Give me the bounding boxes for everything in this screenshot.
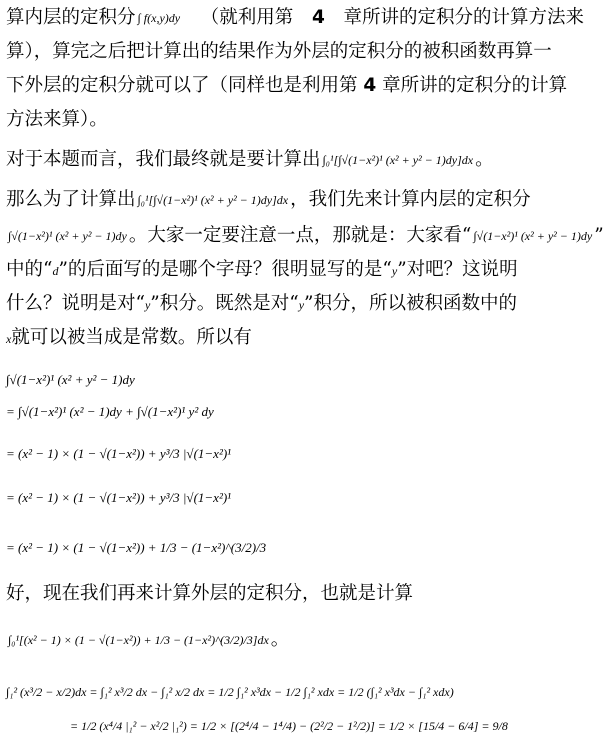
text: 。 [475,149,494,170]
inline-math: x [6,332,12,346]
inline-math: y [144,298,151,312]
final-equation-line: = 1/2 (x⁴/4 |₁² − x²/2 |₁²) = 1/2 × [(2⁴/4 − 1⁴/4) − (2²/2 − 1²/2)] = 1/2 × [15/4 − 6/4] = 9/8 [70,719,508,733]
text: 方法来算）。 [6,109,108,130]
inline-math: y [298,298,305,312]
para3-line4 [6,290,517,318]
para1-line2 [6,38,584,66]
equation-line: = (x² − 1) × (1 − √(1−x²)) + y³/3 |√(1−x²)¹ [6,446,232,461]
text: 章所讲的定积分的计算 [382,75,568,96]
chapter-number: 4 [311,7,325,28]
text: 对于本题而言，我们最终就是要计算出 [6,149,321,170]
inline-math: ∫ f(x,y)dy [137,11,181,25]
text: 。 [270,629,290,650]
inline-math: ∫₀¹[∫√(1−x²)¹ (x² + y² − 1)dy]dx [137,193,289,207]
para3-line3 [6,256,518,284]
text: ，我们先来计算内层的定积分 [290,189,531,210]
text: 什么？说明是对“ [6,293,145,314]
text: ”积分。既然是对“ [150,293,299,314]
equation-line: ∫√(1−x²)¹ (x² + y² − 1)dy [6,372,135,387]
inline-math: ∫₀¹[(x² − 1) × (1 − √(1−x²)) + 1/3 − (1−x²)^(3/2)/3]dx [8,633,269,647]
para4-line1 [6,580,584,608]
equation-line: = (x² − 1) × (1 − √(1−x²)) + y³/3 |√(1−x²)¹ [6,490,232,505]
para2-line1 [6,146,494,174]
text: ”对吧？这说明 [397,259,518,280]
para3-line2 [6,222,604,250]
inline-math: ∫₀¹[∫√(1−x²)¹ (x² + y² − 1)dy]dx [322,153,474,167]
text: ” [594,225,604,246]
text: （就利用第 [200,7,294,28]
para4-line2 [6,626,289,654]
text: 算内层的定积分 [6,7,136,28]
text: 好，现在我们再来计算外层的定积分，也就是计算 [6,583,414,604]
equation-line: = ∫√(1−x²)¹ (x² − 1)dy + ∫√(1−x²)¹ y² dy [6,404,214,419]
text: 下外层的定积分就可以了（同样也是利用第 [6,75,358,96]
inline-math: ∫√(1−x²)¹ (x² + y² − 1)dy [473,229,593,243]
text: 中的“ [6,259,53,280]
text: 章所讲的定积分的计算方法来 [343,7,584,28]
chapter-number: 4 [363,75,377,96]
para1-line4 [6,106,108,134]
inline-math: y [391,264,398,278]
para1-line3 [6,72,567,100]
text: ”的后面写的是哪个字母？很明显写的是“ [58,259,392,280]
para1-line1 [6,4,584,32]
text: 那么为了计算出 [6,189,136,210]
inline-math: ∫√(1−x²)¹ (x² + y² − 1)dy [8,229,127,243]
para3-line5 [6,324,252,352]
equation-line: = (x² − 1) × (1 − √(1−x²)) + 1/3 − (1−x²)^(3/2)/3 [6,540,267,555]
final-equation-line: ∫₁² (x³/2 − x/2)dx = ∫₁² x³/2 dx − ∫₁² x/2 dx = 1/2 ∫₁² x³dx − 1/2 ∫₁² xdx = 1/2 (∫₁² x³dx − ∫₁² xdx) [6,685,454,699]
para3-line1 [6,186,531,214]
text: ”积分，所以被积函数中的 [304,293,518,314]
text: 算），算完之后把计算出的结果作为外层的定积分的被积函数再算一 [6,41,552,62]
inline-math: d [52,264,59,278]
text: 。大家一定要注意一点，那就是：大家看“ [128,225,472,246]
text: 就可以被当成是常数。所以有 [11,327,252,348]
